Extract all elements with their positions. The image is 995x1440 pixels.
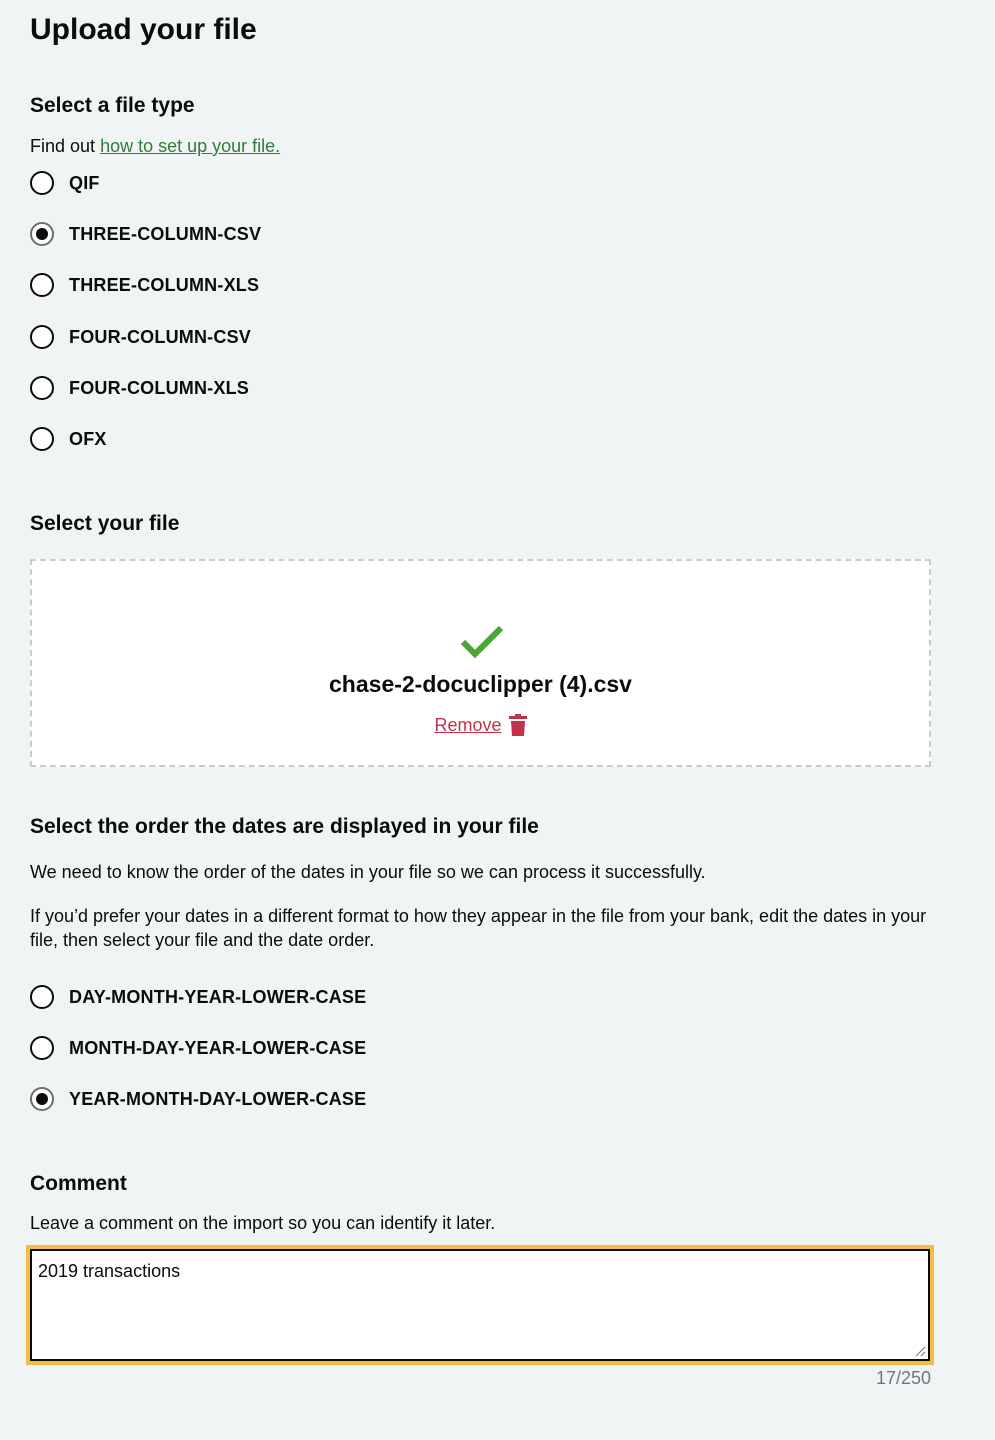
radio-file-type-qif[interactable] (30, 168, 100, 198)
radio-circle[interactable] (30, 1036, 54, 1060)
radio-selected-dot (36, 1093, 48, 1105)
remove-file-row (32, 713, 929, 737)
date-order-paragraph-1: We need to know the order of the dates in your file so we can process it successfully. (30, 862, 706, 882)
radio-label: MONTH-DAY-YEAR-LOWER-CASE (69, 1038, 367, 1058)
remove-file-link[interactable]: Remove (434, 715, 502, 735)
comment-heading: Comment (30, 1172, 127, 1195)
radio-file-type-four-column-csv[interactable] (30, 322, 251, 352)
radio-label: THREE-COLUMN-CSV (69, 224, 262, 244)
radio-date-year-month-day[interactable] (30, 1084, 366, 1114)
radio-selected-dot (36, 228, 48, 240)
radio-file-type-three-column-csv[interactable] (30, 219, 261, 249)
radio-label: OFX (69, 429, 107, 449)
uploaded-filename: chase-2-docuclipper (4).csv (329, 671, 632, 697)
setup-file-link[interactable]: how to set up your file. (100, 136, 281, 156)
check-icon (460, 623, 504, 659)
comment-hint: Leave a comment on the import so you can identify it later. (30, 1213, 496, 1233)
comment-textarea[interactable] (32, 1251, 928, 1359)
file-type-heading: Select a file type (30, 94, 195, 117)
file-type-hint-prefix: Find out (30, 136, 96, 156)
comment-focus-ring (26, 1245, 934, 1365)
date-order-paragraph-2: If you’d prefer your dates in a different format to how they appear in the file from your bank, edit the dates in your file, then select your file and the date order. (30, 906, 927, 950)
radio-circle[interactable] (30, 985, 54, 1009)
date-order-heading: Select the order the dates are displayed in your file (30, 815, 539, 838)
file-type-hint (30, 134, 280, 158)
radio-label: FOUR-COLUMN-XLS (69, 378, 249, 398)
radio-circle[interactable] (30, 325, 54, 349)
radio-label: FOUR-COLUMN-CSV (69, 327, 251, 347)
page-title: Upload your file (30, 13, 257, 46)
radio-label: QIF (69, 173, 100, 193)
radio-circle[interactable] (30, 376, 54, 400)
select-file-heading: Select your file (30, 512, 180, 535)
radio-file-type-ofx[interactable] (30, 424, 107, 454)
radio-circle-checked[interactable] (30, 222, 54, 246)
comment-field-border (30, 1249, 930, 1361)
radio-date-day-month-year[interactable] (30, 982, 366, 1012)
radio-file-type-three-column-xls[interactable] (30, 270, 259, 300)
trash-icon[interactable] (509, 714, 527, 736)
radio-circle-checked[interactable] (30, 1087, 54, 1111)
file-dropzone[interactable] (30, 559, 931, 767)
radio-circle[interactable] (30, 273, 54, 297)
radio-label: YEAR-MONTH-DAY-LOWER-CASE (69, 1089, 367, 1109)
radio-circle[interactable] (30, 171, 54, 195)
resize-handle-icon[interactable] (914, 1345, 926, 1357)
radio-file-type-four-column-xls[interactable] (30, 373, 249, 403)
radio-label: DAY-MONTH-YEAR-LOWER-CASE (69, 987, 367, 1007)
radio-circle[interactable] (30, 427, 54, 451)
radio-date-month-day-year[interactable] (30, 1033, 366, 1063)
character-count: 17/250 (875, 1368, 931, 1388)
radio-label: THREE-COLUMN-XLS (69, 275, 260, 295)
